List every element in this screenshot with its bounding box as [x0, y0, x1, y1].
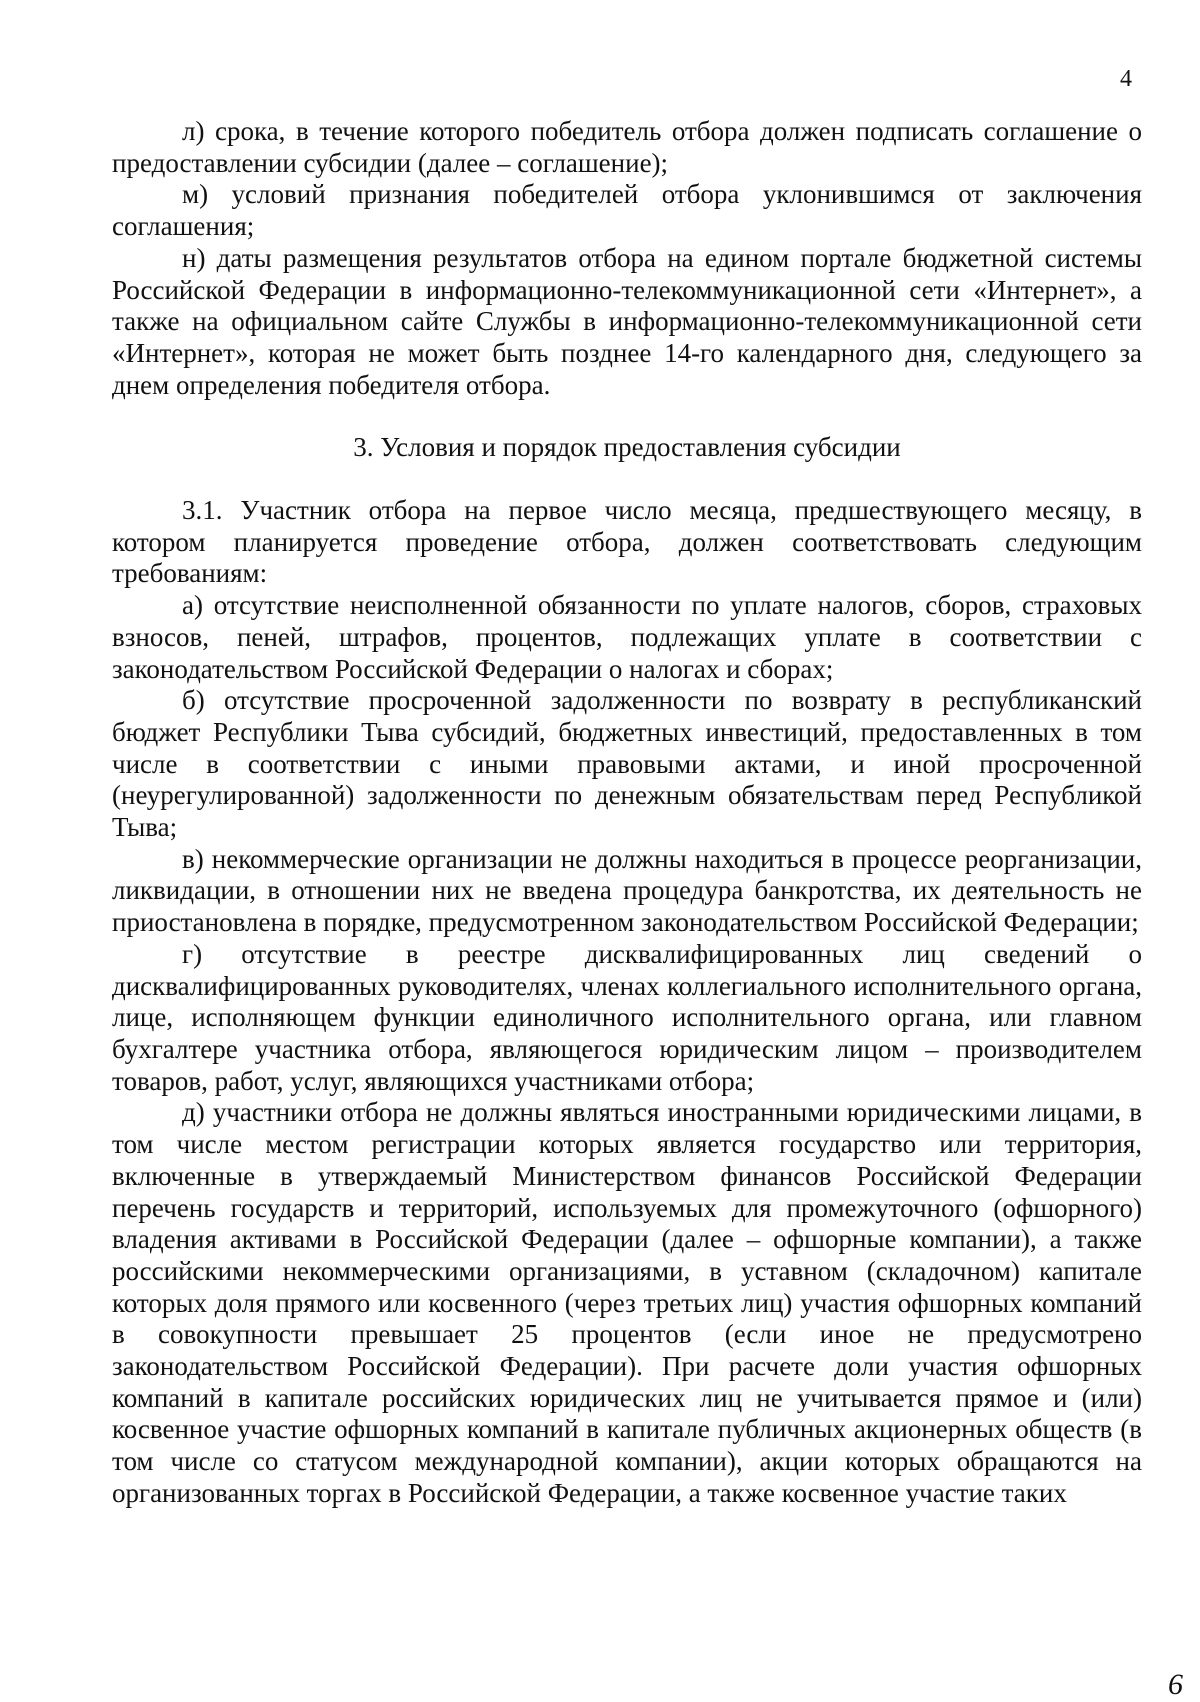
section-heading: 3. Условия и порядок предоставления субсидии: [353, 432, 901, 463]
paragraph-3-1: 3.1. Участник отбора на первое число месяца, предшествующего месяцу, в котором планируется проведение отбора, должен соответствовать следующим требованиям:: [112, 495, 1142, 589]
page-number: 4: [1120, 66, 1132, 92]
paragraph-l: л) срока, в течение которого победитель отбора должен подписать соглашение о предоставлении субсидии (далее – соглашение);: [112, 116, 1142, 178]
paragraph-a: а) отсутствие неисполненной обязанности по уплате налогов, сборов, страховых взносов, пеней, штрафов, процентов, подлежащих уплате в соответствии с законодательством Российской Федерации о налогах и сборах;: [112, 590, 1142, 684]
paragraph-b: б) отсутствие просроченной задолженности по возврату в республиканский бюджет Республики Тыва субсидий, бюджетных инвестиций, предоставленных в том числе в соответствии с иными правовыми актами, и иной просроченной (неурегулированной) задолженности по денежным обязательствам перед Республикой Тыва;: [112, 685, 1142, 843]
document-body: [112, 116, 1142, 1510]
corner-page-mark: 6: [1168, 1668, 1183, 1701]
paragraph-g: г) отсутствие в реестре дисквалифицированных лиц сведений о дисквалифицированных руководителях, членах коллегиального исполнительного органа, лице, исполняющем функции единоличного исполнительного органа, или главном бухгалтере участника отбора, являющегося юридическим лицом – производителем товаров, работ, услуг, являющихся участниками отбора;: [112, 938, 1142, 1096]
paragraph-m: м) условий признания победителей отбора уклонившимся от заключения соглашения;: [112, 179, 1142, 242]
paragraph-v: в) некоммерческие организации не должны находиться в процессе реорганизации, ликвидации, в отношении них не введена процедура банкротства, их деятельность не приостановлена в порядке, предусмотренном законодательством Российской Федерации;: [112, 843, 1142, 938]
paragraph-n: н) даты размещения результатов отбора на едином портале бюджетной системы Российской Федерации в информационно-телекоммуникационной сети «Интернет», а также на официальном сайте Службы в информационно-телекоммуникационной сети «Интернет», которая не может быть позднее 14-го календарного дня, следующего за днем определения победителя отбора.: [112, 242, 1142, 400]
paragraph-d: д) участники отбора не должны являться иностранными юридическими лицами, в том числе местом регистрации которых является государство или территория, включенные в утверждаемый Министерством финансов Российской Федерации перечень государств и территорий, используемых для промежуточного (офшорного) владения активами в Российской Федерации (далее – офшорные компании), а также российскими некоммерческими организациями, в уставном (складочном) капитале которых доля прямого или косвенного (через третьих лиц) участия офшорных компаний в совокупности превышает 25 процентов (если иное не предусмотрено законодательством Российской Федерации). При расчете доли участия офшорных компаний в капитале российских юридических лиц не учитывается прямое и (или) косвенное участие офшорных компаний в капитале публичных акционерных обществ (в том числе со статусом международной компании), акции которых обращаются на организованных торгах в Российской Федерации, а также косвенное участие таких: [112, 1097, 1142, 1508]
